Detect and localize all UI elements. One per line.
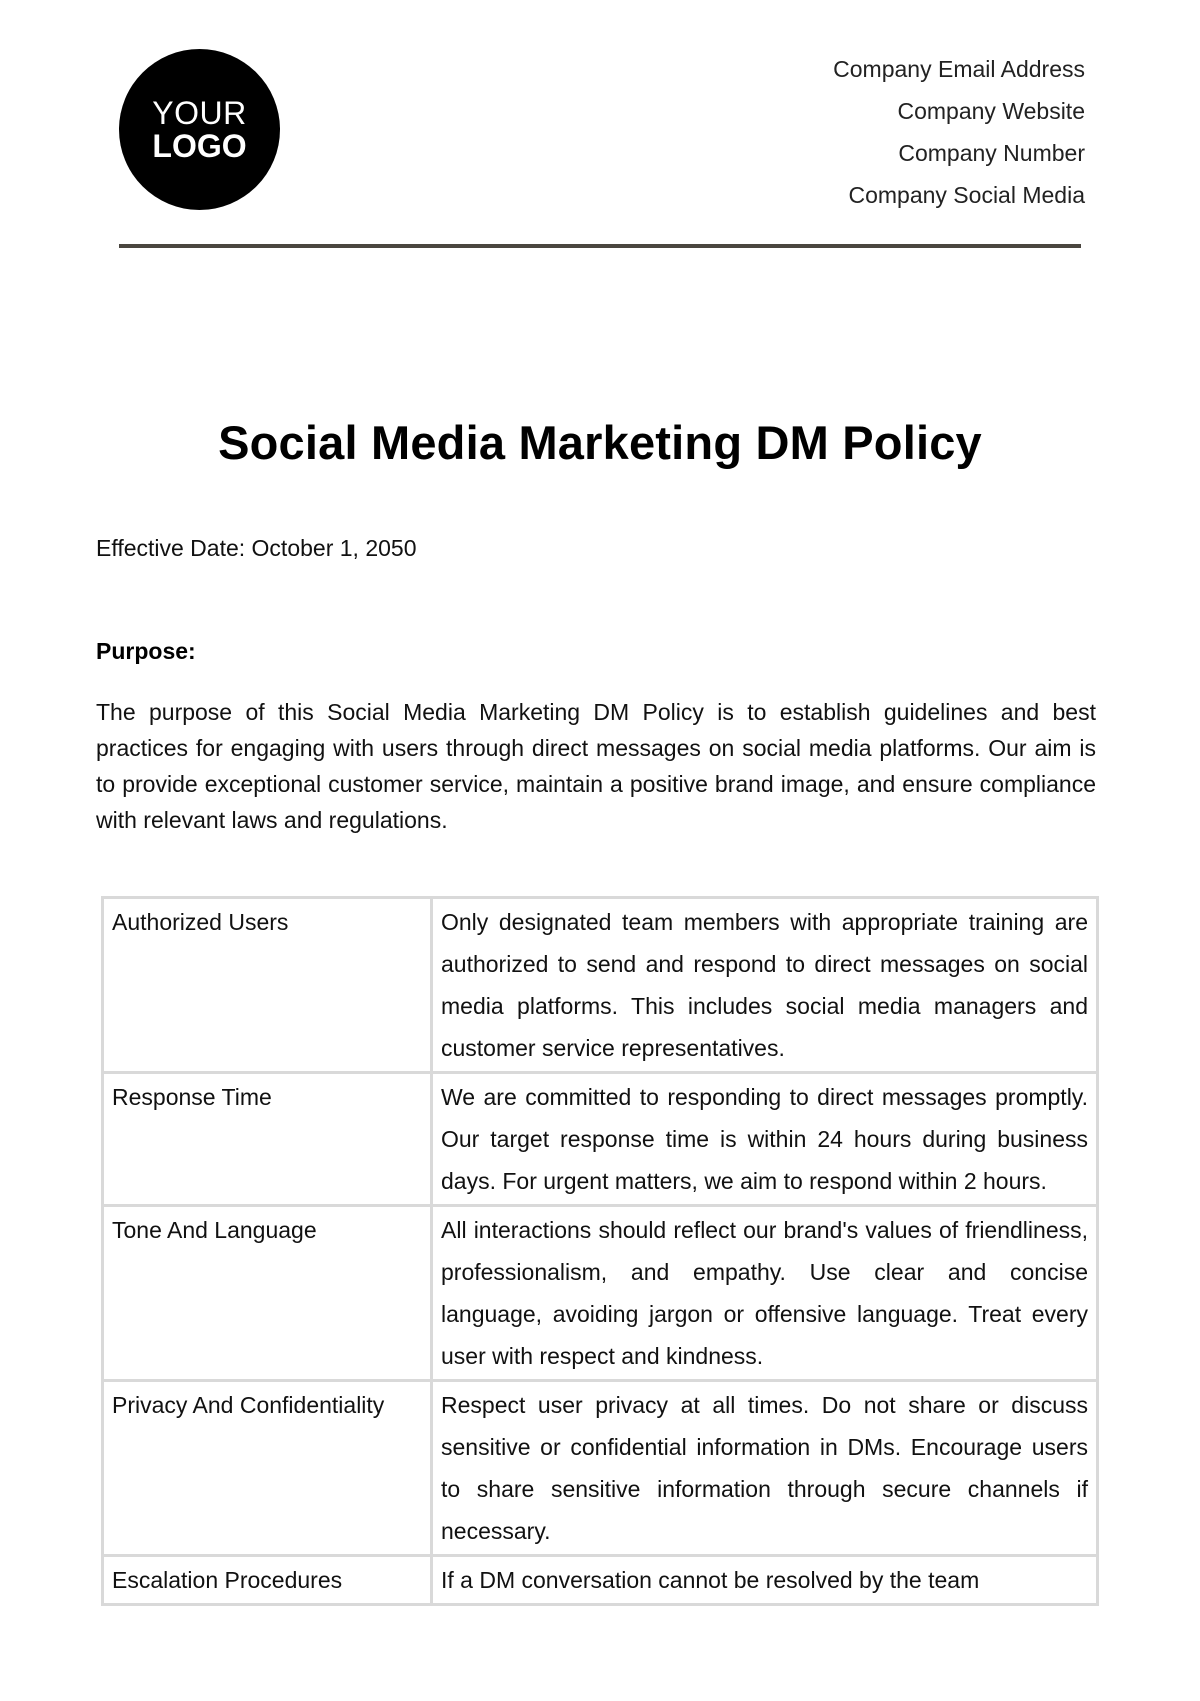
table-row: [103, 1381, 1098, 1556]
row-label-tone-and-language: Tone And Language: [103, 1206, 432, 1381]
company-email: Company Email Address: [833, 56, 1085, 82]
row-text-tone-and-language: All interactions should reflect our brand's values of friendliness, professionalism, and empathy. Use clear and concise language, avoiding jargon or offensive language. Treat every user with respect and kindness.: [432, 1206, 1098, 1381]
table-row: [103, 898, 1098, 1073]
effective-date: Effective Date: October 1, 2050: [96, 535, 417, 561]
table-row: [103, 1206, 1098, 1381]
row-text-authorized-users: Only designated team members with appropriate training are authorized to send and respond to direct messages on social media platforms. This includes social media managers and customer service representatives.: [432, 898, 1098, 1073]
row-label-response-time: Response Time: [103, 1073, 432, 1206]
row-text-escalation-procedures: If a DM conversation cannot be resolved by the team: [432, 1556, 1098, 1605]
company-social-media: Company Social Media: [848, 182, 1085, 208]
logo-line-your: YOUR: [152, 95, 247, 131]
table-row: [103, 1556, 1098, 1605]
document-title: Social Media Marketing DM Policy: [218, 416, 982, 469]
company-number: Company Number: [898, 140, 1085, 166]
policy-table: [101, 896, 1099, 1606]
logo-line-logo: LOGO: [152, 128, 247, 164]
company-logo: [119, 49, 280, 210]
row-label-privacy-and-confidentiality: Privacy And Confidentiality: [103, 1381, 432, 1556]
purpose-paragraph: The purpose of this Social Media Marketing DM Policy is to establish guidelines and best practices for engaging with users through direct messages on social media platforms. Our aim is to provide exceptional customer service, maintain a positive brand image, and ensure compliance with relevant laws and regulations.: [96, 699, 1096, 833]
purpose-heading: Purpose:: [96, 638, 196, 664]
company-website: Company Website: [897, 98, 1085, 124]
table-row: [103, 1073, 1098, 1206]
row-text-response-time: We are committed to responding to direct messages promptly. Our target response time is within 24 hours during business days. For urgent matters, we aim to respond within 2 hours.: [432, 1073, 1098, 1206]
row-text-privacy-and-confidentiality: Respect user privacy at all times. Do not share or discuss sensitive or confidential information in DMs. Encourage users to share sensitive information through secure channels if necessary.: [432, 1381, 1098, 1556]
row-label-escalation-procedures: Escalation Procedures: [103, 1556, 432, 1605]
header-divider: [119, 244, 1081, 248]
row-label-authorized-users: Authorized Users: [103, 898, 432, 1073]
company-contact-block: [833, 52, 1085, 220]
